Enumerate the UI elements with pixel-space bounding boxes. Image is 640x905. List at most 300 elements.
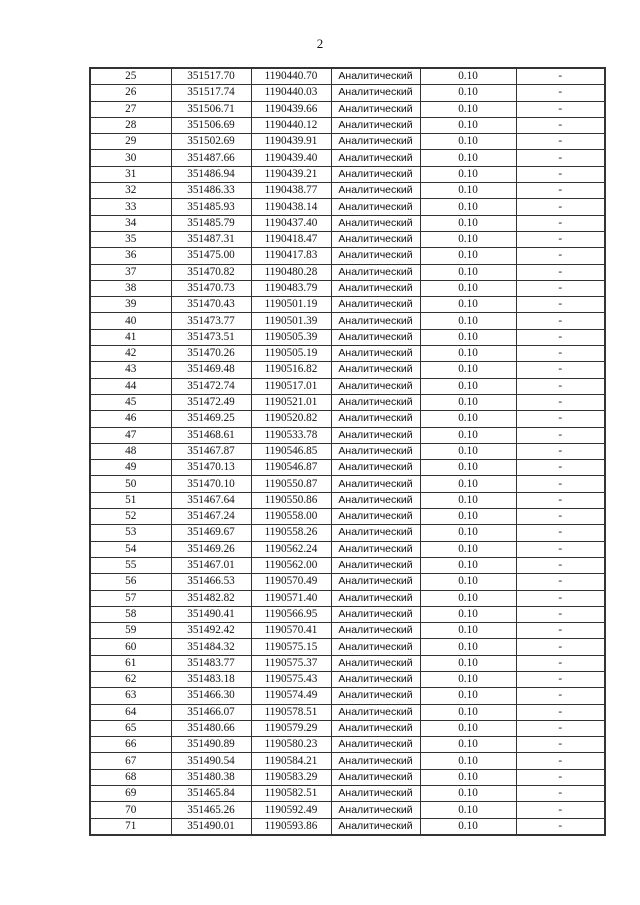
accuracy-cell: 0.10	[420, 639, 516, 655]
note-cell: -	[516, 737, 605, 753]
point-number-cell: 26	[90, 85, 171, 101]
y-coordinate-cell: 1190593.86	[251, 818, 331, 835]
note-cell: -	[516, 753, 605, 769]
x-coordinate-cell: 351466.07	[171, 704, 251, 720]
y-coordinate-cell: 1190501.39	[251, 313, 331, 329]
table-row	[90, 639, 605, 655]
method-cell: Аналитический	[331, 623, 420, 639]
point-number-cell: 38	[90, 280, 171, 296]
y-coordinate-cell: 1190562.00	[251, 557, 331, 573]
method-cell: Аналитический	[331, 639, 420, 655]
point-number-cell: 51	[90, 492, 171, 508]
point-number-cell: 43	[90, 362, 171, 378]
y-coordinate-cell: 1190584.21	[251, 753, 331, 769]
point-number-cell: 71	[90, 818, 171, 835]
method-cell: Аналитический	[331, 443, 420, 459]
method-cell: Аналитический	[331, 313, 420, 329]
accuracy-cell: 0.10	[420, 346, 516, 362]
point-number-cell: 66	[90, 737, 171, 753]
method-cell: Аналитический	[331, 329, 420, 345]
method-cell: Аналитический	[331, 101, 420, 117]
x-coordinate-cell: 351483.18	[171, 671, 251, 687]
accuracy-cell: 0.10	[420, 378, 516, 394]
table-row	[90, 720, 605, 736]
note-cell: -	[516, 85, 605, 101]
y-coordinate-cell: 1190440.70	[251, 68, 331, 85]
method-cell: Аналитический	[331, 117, 420, 133]
point-number-cell: 45	[90, 394, 171, 410]
table-row	[90, 394, 605, 410]
point-number-cell: 46	[90, 411, 171, 427]
method-cell: Аналитический	[331, 346, 420, 362]
method-cell: Аналитический	[331, 378, 420, 394]
method-cell: Аналитический	[331, 541, 420, 557]
accuracy-cell: 0.10	[420, 427, 516, 443]
method-cell: Аналитический	[331, 411, 420, 427]
table-row	[90, 346, 605, 362]
page-number: 2	[316, 36, 324, 51]
method-cell: Аналитический	[331, 509, 420, 525]
note-cell: -	[516, 688, 605, 704]
note-cell: -	[516, 68, 605, 85]
point-number-cell: 65	[90, 720, 171, 736]
method-cell: Аналитический	[331, 394, 420, 410]
method-cell: Аналитический	[331, 704, 420, 720]
x-coordinate-cell: 351473.77	[171, 313, 251, 329]
table-row	[90, 688, 605, 704]
accuracy-cell: 0.10	[420, 671, 516, 687]
table-row	[90, 150, 605, 166]
table-row	[90, 769, 605, 785]
method-cell: Аналитический	[331, 574, 420, 590]
point-number-cell: 52	[90, 509, 171, 525]
y-coordinate-cell: 1190574.49	[251, 688, 331, 704]
table-row	[90, 68, 605, 85]
point-number-cell: 64	[90, 704, 171, 720]
y-coordinate-cell: 1190480.28	[251, 264, 331, 280]
table-row	[90, 476, 605, 492]
x-coordinate-cell: 351472.49	[171, 394, 251, 410]
point-number-cell: 50	[90, 476, 171, 492]
note-cell: -	[516, 313, 605, 329]
method-cell: Аналитический	[331, 215, 420, 231]
method-cell: Аналитический	[331, 786, 420, 802]
point-number-cell: 63	[90, 688, 171, 704]
point-number-cell: 40	[90, 313, 171, 329]
table-row	[90, 574, 605, 590]
point-number-cell: 68	[90, 769, 171, 785]
x-coordinate-cell: 351470.82	[171, 264, 251, 280]
y-coordinate-cell: 1190578.51	[251, 704, 331, 720]
point-number-cell: 39	[90, 297, 171, 313]
y-coordinate-cell: 1190501.19	[251, 297, 331, 313]
accuracy-cell: 0.10	[420, 606, 516, 622]
method-cell: Аналитический	[331, 590, 420, 606]
note-cell: -	[516, 720, 605, 736]
y-coordinate-cell: 1190575.15	[251, 639, 331, 655]
y-coordinate-cell: 1190438.14	[251, 199, 331, 215]
x-coordinate-cell: 351469.25	[171, 411, 251, 427]
note-cell: -	[516, 394, 605, 410]
table-row	[90, 215, 605, 231]
point-number-cell: 67	[90, 753, 171, 769]
note-cell: -	[516, 117, 605, 133]
x-coordinate-cell: 351470.13	[171, 460, 251, 476]
point-number-cell: 62	[90, 671, 171, 687]
note-cell: -	[516, 802, 605, 818]
x-coordinate-cell: 351469.26	[171, 541, 251, 557]
x-coordinate-cell: 351467.64	[171, 492, 251, 508]
point-number-cell: 30	[90, 150, 171, 166]
x-coordinate-cell: 351472.74	[171, 378, 251, 394]
accuracy-cell: 0.10	[420, 85, 516, 101]
point-number-cell: 58	[90, 606, 171, 622]
y-coordinate-cell: 1190546.87	[251, 460, 331, 476]
note-cell: -	[516, 704, 605, 720]
note-cell: -	[516, 655, 605, 671]
y-coordinate-cell: 1190516.82	[251, 362, 331, 378]
y-coordinate-cell: 1190580.23	[251, 737, 331, 753]
method-cell: Аналитический	[331, 427, 420, 443]
table-row	[90, 183, 605, 199]
x-coordinate-cell: 351466.30	[171, 688, 251, 704]
coordinates-table	[89, 67, 606, 836]
note-cell: -	[516, 476, 605, 492]
note-cell: -	[516, 460, 605, 476]
y-coordinate-cell: 1190558.00	[251, 509, 331, 525]
table-row	[90, 264, 605, 280]
y-coordinate-cell: 1190439.91	[251, 134, 331, 150]
note-cell: -	[516, 183, 605, 199]
table-row	[90, 460, 605, 476]
x-coordinate-cell: 351475.00	[171, 248, 251, 264]
y-coordinate-cell: 1190439.40	[251, 150, 331, 166]
note-cell: -	[516, 623, 605, 639]
accuracy-cell: 0.10	[420, 166, 516, 182]
table-row	[90, 199, 605, 215]
point-number-cell: 55	[90, 557, 171, 573]
accuracy-cell: 0.10	[420, 574, 516, 590]
accuracy-cell: 0.10	[420, 492, 516, 508]
note-cell: -	[516, 280, 605, 296]
accuracy-cell: 0.10	[420, 264, 516, 280]
y-coordinate-cell: 1190437.40	[251, 215, 331, 231]
accuracy-cell: 0.10	[420, 183, 516, 199]
note-cell: -	[516, 639, 605, 655]
y-coordinate-cell: 1190566.95	[251, 606, 331, 622]
accuracy-cell: 0.10	[420, 248, 516, 264]
accuracy-cell: 0.10	[420, 769, 516, 785]
note-cell: -	[516, 525, 605, 541]
y-coordinate-cell: 1190550.87	[251, 476, 331, 492]
y-coordinate-cell: 1190550.86	[251, 492, 331, 508]
x-coordinate-cell: 351486.94	[171, 166, 251, 182]
x-coordinate-cell: 351482.82	[171, 590, 251, 606]
note-cell: -	[516, 786, 605, 802]
x-coordinate-cell: 351470.10	[171, 476, 251, 492]
accuracy-cell: 0.10	[420, 68, 516, 85]
point-number-cell: 49	[90, 460, 171, 476]
note-cell: -	[516, 492, 605, 508]
y-coordinate-cell: 1190558.26	[251, 525, 331, 541]
method-cell: Аналитический	[331, 753, 420, 769]
y-coordinate-cell: 1190439.21	[251, 166, 331, 182]
note-cell: -	[516, 541, 605, 557]
method-cell: Аналитический	[331, 231, 420, 247]
accuracy-cell: 0.10	[420, 117, 516, 133]
y-coordinate-cell: 1190505.39	[251, 329, 331, 345]
x-coordinate-cell: 351517.70	[171, 68, 251, 85]
method-cell: Аналитический	[331, 476, 420, 492]
note-cell: -	[516, 443, 605, 459]
point-number-cell: 33	[90, 199, 171, 215]
y-coordinate-cell: 1190438.77	[251, 183, 331, 199]
y-coordinate-cell: 1190533.78	[251, 427, 331, 443]
table-row	[90, 427, 605, 443]
table-row	[90, 248, 605, 264]
method-cell: Аналитический	[331, 655, 420, 671]
method-cell: Аналитический	[331, 492, 420, 508]
accuracy-cell: 0.10	[420, 150, 516, 166]
x-coordinate-cell: 351492.42	[171, 623, 251, 639]
x-coordinate-cell: 351470.26	[171, 346, 251, 362]
note-cell: -	[516, 411, 605, 427]
table-row	[90, 606, 605, 622]
y-coordinate-cell: 1190440.12	[251, 117, 331, 133]
point-number-cell: 70	[90, 802, 171, 818]
table-row	[90, 557, 605, 573]
accuracy-cell: 0.10	[420, 411, 516, 427]
x-coordinate-cell: 351465.26	[171, 802, 251, 818]
x-coordinate-cell: 351485.79	[171, 215, 251, 231]
x-coordinate-cell: 351470.43	[171, 297, 251, 313]
y-coordinate-cell: 1190546.85	[251, 443, 331, 459]
accuracy-cell: 0.10	[420, 443, 516, 459]
point-number-cell: 32	[90, 183, 171, 199]
point-number-cell: 42	[90, 346, 171, 362]
accuracy-cell: 0.10	[420, 704, 516, 720]
x-coordinate-cell: 351517.74	[171, 85, 251, 101]
table-row	[90, 362, 605, 378]
accuracy-cell: 0.10	[420, 509, 516, 525]
x-coordinate-cell: 351506.71	[171, 101, 251, 117]
y-coordinate-cell: 1190483.79	[251, 280, 331, 296]
point-number-cell: 48	[90, 443, 171, 459]
x-coordinate-cell: 351487.31	[171, 231, 251, 247]
method-cell: Аналитический	[331, 68, 420, 85]
accuracy-cell: 0.10	[420, 394, 516, 410]
y-coordinate-cell: 1190418.47	[251, 231, 331, 247]
point-number-cell: 44	[90, 378, 171, 394]
note-cell: -	[516, 362, 605, 378]
point-number-cell: 34	[90, 215, 171, 231]
x-coordinate-cell: 351490.54	[171, 753, 251, 769]
y-coordinate-cell: 1190579.29	[251, 720, 331, 736]
point-number-cell: 61	[90, 655, 171, 671]
point-number-cell: 37	[90, 264, 171, 280]
method-cell: Аналитический	[331, 85, 420, 101]
table-row	[90, 753, 605, 769]
accuracy-cell: 0.10	[420, 786, 516, 802]
x-coordinate-cell: 351490.41	[171, 606, 251, 622]
y-coordinate-cell: 1190582.51	[251, 786, 331, 802]
note-cell: -	[516, 134, 605, 150]
note-cell: -	[516, 231, 605, 247]
table-row	[90, 411, 605, 427]
note-cell: -	[516, 509, 605, 525]
note-cell: -	[516, 101, 605, 117]
point-number-cell: 31	[90, 166, 171, 182]
accuracy-cell: 0.10	[420, 362, 516, 378]
x-coordinate-cell: 351469.67	[171, 525, 251, 541]
method-cell: Аналитический	[331, 248, 420, 264]
table-row	[90, 85, 605, 101]
accuracy-cell: 0.10	[420, 802, 516, 818]
point-number-cell: 47	[90, 427, 171, 443]
table-row	[90, 541, 605, 557]
point-number-cell: 35	[90, 231, 171, 247]
y-coordinate-cell: 1190583.29	[251, 769, 331, 785]
y-coordinate-cell: 1190562.24	[251, 541, 331, 557]
method-cell: Аналитический	[331, 362, 420, 378]
accuracy-cell: 0.10	[420, 557, 516, 573]
accuracy-cell: 0.10	[420, 134, 516, 150]
y-coordinate-cell: 1190439.66	[251, 101, 331, 117]
table-row	[90, 818, 605, 835]
x-coordinate-cell: 351473.51	[171, 329, 251, 345]
x-coordinate-cell: 351490.89	[171, 737, 251, 753]
x-coordinate-cell: 351485.93	[171, 199, 251, 215]
y-coordinate-cell: 1190570.49	[251, 574, 331, 590]
point-number-cell: 27	[90, 101, 171, 117]
table-row	[90, 655, 605, 671]
accuracy-cell: 0.10	[420, 525, 516, 541]
x-coordinate-cell: 351468.61	[171, 427, 251, 443]
x-coordinate-cell: 351480.38	[171, 769, 251, 785]
x-coordinate-cell: 351466.53	[171, 574, 251, 590]
point-number-cell: 57	[90, 590, 171, 606]
note-cell: -	[516, 297, 605, 313]
method-cell: Аналитический	[331, 150, 420, 166]
y-coordinate-cell: 1190440.03	[251, 85, 331, 101]
y-coordinate-cell: 1190505.19	[251, 346, 331, 362]
table-row	[90, 280, 605, 296]
method-cell: Аналитический	[331, 460, 420, 476]
method-cell: Аналитический	[331, 802, 420, 818]
accuracy-cell: 0.10	[420, 541, 516, 557]
note-cell: -	[516, 264, 605, 280]
accuracy-cell: 0.10	[420, 199, 516, 215]
accuracy-cell: 0.10	[420, 753, 516, 769]
table-row	[90, 525, 605, 541]
method-cell: Аналитический	[331, 769, 420, 785]
y-coordinate-cell: 1190521.01	[251, 394, 331, 410]
note-cell: -	[516, 329, 605, 345]
method-cell: Аналитический	[331, 280, 420, 296]
note-cell: -	[516, 606, 605, 622]
table-row	[90, 802, 605, 818]
x-coordinate-cell: 351467.01	[171, 557, 251, 573]
x-coordinate-cell: 351465.84	[171, 786, 251, 802]
method-cell: Аналитический	[331, 264, 420, 280]
table-row	[90, 623, 605, 639]
point-number-cell: 28	[90, 117, 171, 133]
method-cell: Аналитический	[331, 525, 420, 541]
accuracy-cell: 0.10	[420, 623, 516, 639]
table-row	[90, 297, 605, 313]
note-cell: -	[516, 378, 605, 394]
accuracy-cell: 0.10	[420, 590, 516, 606]
y-coordinate-cell: 1190517.01	[251, 378, 331, 394]
x-coordinate-cell: 351469.48	[171, 362, 251, 378]
table-row	[90, 509, 605, 525]
note-cell: -	[516, 166, 605, 182]
x-coordinate-cell: 351483.77	[171, 655, 251, 671]
note-cell: -	[516, 557, 605, 573]
x-coordinate-cell: 351480.66	[171, 720, 251, 736]
table-row	[90, 737, 605, 753]
method-cell: Аналитический	[331, 606, 420, 622]
accuracy-cell: 0.10	[420, 688, 516, 704]
note-cell: -	[516, 199, 605, 215]
method-cell: Аналитический	[331, 737, 420, 753]
method-cell: Аналитический	[331, 720, 420, 736]
point-number-cell: 53	[90, 525, 171, 541]
y-coordinate-cell: 1190571.40	[251, 590, 331, 606]
method-cell: Аналитический	[331, 557, 420, 573]
note-cell: -	[516, 769, 605, 785]
note-cell: -	[516, 215, 605, 231]
accuracy-cell: 0.10	[420, 720, 516, 736]
x-coordinate-cell: 351467.24	[171, 509, 251, 525]
table-row	[90, 590, 605, 606]
method-cell: Аналитический	[331, 199, 420, 215]
point-number-cell: 36	[90, 248, 171, 264]
y-coordinate-cell: 1190592.49	[251, 802, 331, 818]
y-coordinate-cell: 1190570.41	[251, 623, 331, 639]
point-number-cell: 60	[90, 639, 171, 655]
note-cell: -	[516, 248, 605, 264]
y-coordinate-cell: 1190520.82	[251, 411, 331, 427]
table-row	[90, 443, 605, 459]
method-cell: Аналитический	[331, 183, 420, 199]
table-row	[90, 671, 605, 687]
accuracy-cell: 0.10	[420, 231, 516, 247]
y-coordinate-cell: 1190417.83	[251, 248, 331, 264]
note-cell: -	[516, 427, 605, 443]
accuracy-cell: 0.10	[420, 280, 516, 296]
note-cell: -	[516, 818, 605, 835]
table-row	[90, 704, 605, 720]
point-number-cell: 25	[90, 68, 171, 85]
accuracy-cell: 0.10	[420, 313, 516, 329]
point-number-cell: 69	[90, 786, 171, 802]
table-row	[90, 117, 605, 133]
method-cell: Аналитический	[331, 166, 420, 182]
x-coordinate-cell: 351484.32	[171, 639, 251, 655]
point-number-cell: 59	[90, 623, 171, 639]
method-cell: Аналитический	[331, 134, 420, 150]
point-number-cell: 41	[90, 329, 171, 345]
note-cell: -	[516, 574, 605, 590]
x-coordinate-cell: 351487.66	[171, 150, 251, 166]
method-cell: Аналитический	[331, 297, 420, 313]
table-row	[90, 101, 605, 117]
x-coordinate-cell: 351470.73	[171, 280, 251, 296]
x-coordinate-cell: 351506.69	[171, 117, 251, 133]
table-row	[90, 166, 605, 182]
table-row	[90, 313, 605, 329]
